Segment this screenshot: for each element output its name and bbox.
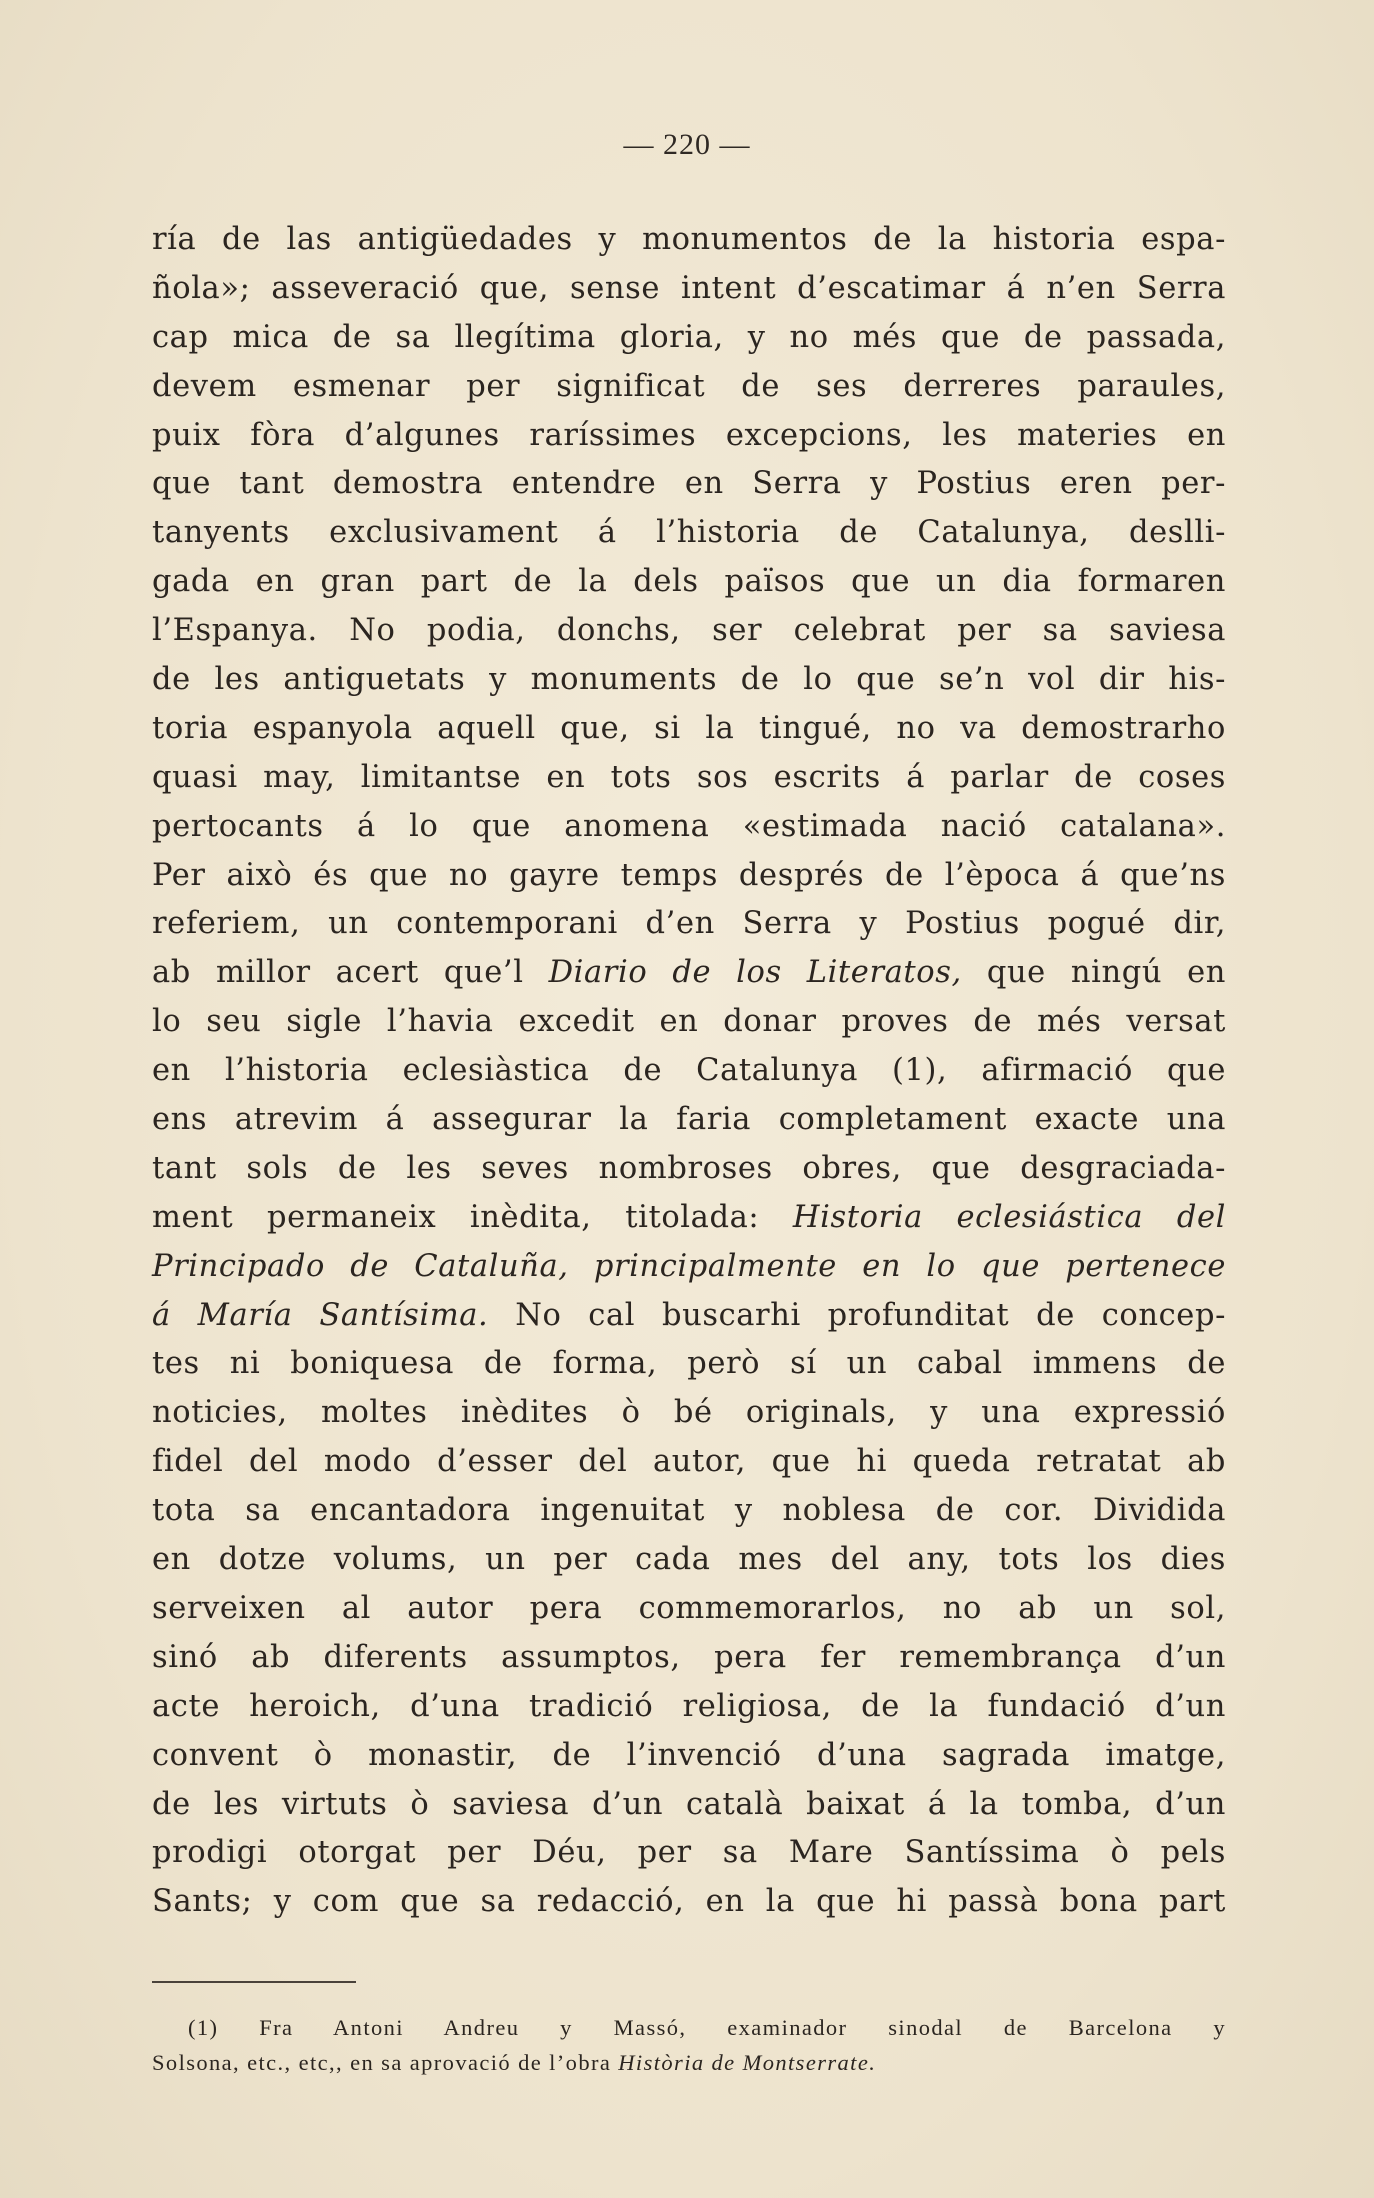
text-line — [152, 754, 1226, 803]
text-segment: l’Espanya. No podia, donchs, ser celebrat per sa saviesa — [152, 613, 1226, 649]
text-segment: pertocants á lo que anomena «estimada nació catalana». — [152, 808, 1226, 844]
italic-text: Historia eclesiástica del — [792, 1199, 1226, 1235]
text-segment: quasi may, limitantse en tots sos escrits á parlar de coses — [152, 759, 1226, 795]
text-line — [152, 460, 1226, 509]
text-segment: de les antiguetats y monuments de lo que se’n vol dir his- — [152, 662, 1226, 698]
text-segment: gada en gran part de la dels països que un dia formaren — [152, 564, 1226, 600]
text-line — [152, 1732, 1226, 1781]
text-segment: tanyents exclusivament á l’historia de Catalunya, deslli- — [152, 515, 1226, 551]
text-line — [152, 1781, 1226, 1830]
text-line — [152, 803, 1226, 852]
text-segment: convent ò monastir, de l’invenció d’una sagrada imatge, — [152, 1737, 1226, 1773]
text-segment: en dotze volums, un per cada mes del any, tots los dies — [152, 1542, 1226, 1578]
text-line — [152, 1536, 1226, 1585]
text-line — [152, 412, 1226, 461]
text-segment: ría de las antigüedades y monumentos de la historia espa- — [152, 222, 1226, 257]
page-number: — 220 — — [623, 128, 751, 161]
text-line — [152, 1145, 1226, 1194]
text-line — [152, 1683, 1226, 1732]
text-line — [152, 1047, 1226, 1096]
footnote-line — [152, 2045, 1226, 2080]
text-segment: que ningú en — [961, 955, 1226, 991]
text-line — [152, 1389, 1226, 1438]
text-line — [152, 656, 1226, 705]
text-segment: sinó ab diferents assumptos, pera fer remembrança d’un — [152, 1639, 1226, 1675]
text-line — [152, 949, 1226, 998]
text-line — [152, 558, 1226, 607]
footnote-line — [152, 2010, 1226, 2045]
text-line — [152, 1829, 1226, 1878]
text-line — [152, 1487, 1226, 1536]
italic-text: Història de Montserrate. — [618, 2050, 877, 2075]
text-segment: noticies, moltes inèdites ò bé originals, y una expressió — [152, 1395, 1226, 1431]
italic-text: Diario de los Literatos, — [548, 955, 962, 991]
text-line — [152, 1292, 1226, 1341]
text-segment: tant sols de les seves nombroses obres, que desgraciada- — [152, 1150, 1226, 1186]
text-segment: No cal buscarhi profunditat de concep- — [488, 1297, 1226, 1333]
text-line — [152, 998, 1226, 1047]
text-line — [152, 1585, 1226, 1634]
text-segment: tota sa encantadora ingenuitat y noblesa de cor. Dividida — [152, 1493, 1226, 1529]
body-text — [152, 216, 1226, 1927]
text-segment: acte heroich, d’una tradició religiosa, de la fundació d’un — [152, 1688, 1226, 1724]
text-line — [152, 705, 1226, 754]
text-segment: ens atrevim á assegurar la faria completament exacte una — [152, 1102, 1226, 1138]
text-line — [152, 314, 1226, 363]
text-segment: prodigi otorgat per Déu, per sa Mare Santíssima ò pels — [152, 1835, 1226, 1871]
text-segment: Solsona, etc., etc,, en sa aprovació de l’obra — [152, 2050, 619, 2075]
text-segment: (1) Fra Antoni Andreu y Massó, examinador sinodal de Barcelona y — [188, 2015, 1226, 2040]
text-line — [152, 216, 1226, 265]
text-line — [152, 509, 1226, 558]
text-line — [152, 1243, 1226, 1292]
text-line — [152, 1340, 1226, 1389]
text-line — [152, 607, 1226, 656]
text-segment: Sants; y com que sa redacció, en la que hi passà bona part — [152, 1884, 1226, 1920]
footnote — [152, 2010, 1226, 2080]
text-segment: Per això és que no gayre temps després de l’època á que’ns — [152, 857, 1226, 893]
text-line — [152, 1194, 1226, 1243]
text-line — [152, 1096, 1226, 1145]
text-segment: ment permaneix inèdita, titolada: — [152, 1199, 793, 1235]
text-segment: serveixen al autor pera commemorarlos, no ab un sol, — [152, 1590, 1226, 1626]
footnote-divider — [152, 1981, 356, 1983]
text-line — [152, 265, 1226, 314]
text-segment: puix fòra d’algunes raríssimes excepcions, les materies en — [152, 417, 1226, 453]
italic-text: Principado de Cataluña, principalmente en lo que pertenece — [152, 1248, 1226, 1284]
text-line — [152, 1634, 1226, 1683]
text-segment: ñola»; asseveració que, sense intent d’escatimar á n’en Serra — [152, 270, 1226, 306]
text-line — [152, 900, 1226, 949]
text-segment: fidel del modo d’esser del autor, que hi queda retratat ab — [152, 1444, 1226, 1480]
text-segment: de les virtuts ò saviesa d’un català baixat á la tomba, d’un — [152, 1786, 1226, 1822]
text-segment: devem esmenar per significat de ses derreres paraules, — [152, 368, 1226, 404]
text-segment: referiem, un contemporani d’en Serra y Postius pogué dir, — [152, 906, 1226, 942]
text-segment: que tant demostra entendre en Serra y Postius eren per- — [152, 466, 1226, 502]
text-segment: ab millor acert que’l — [152, 955, 549, 991]
text-line — [152, 1878, 1226, 1927]
text-line — [152, 363, 1226, 412]
text-line — [152, 1438, 1226, 1487]
text-segment: toria espanyola aquell que, si la tingué, no va demostrarho — [152, 710, 1226, 746]
italic-text: á María Santísima. — [152, 1297, 489, 1333]
text-segment: lo seu sigle l’havia excedit en donar proves de més versat — [152, 1004, 1226, 1040]
text-line — [152, 852, 1226, 901]
text-segment: en l’historia eclesiàstica de Catalunya (1), afirmació que — [152, 1053, 1226, 1089]
text-segment: cap mica de sa llegítima gloria, y no més que de passada, — [152, 319, 1226, 355]
text-segment: tes ni boniquesa de forma, però sí un cabal immens de — [152, 1346, 1226, 1382]
